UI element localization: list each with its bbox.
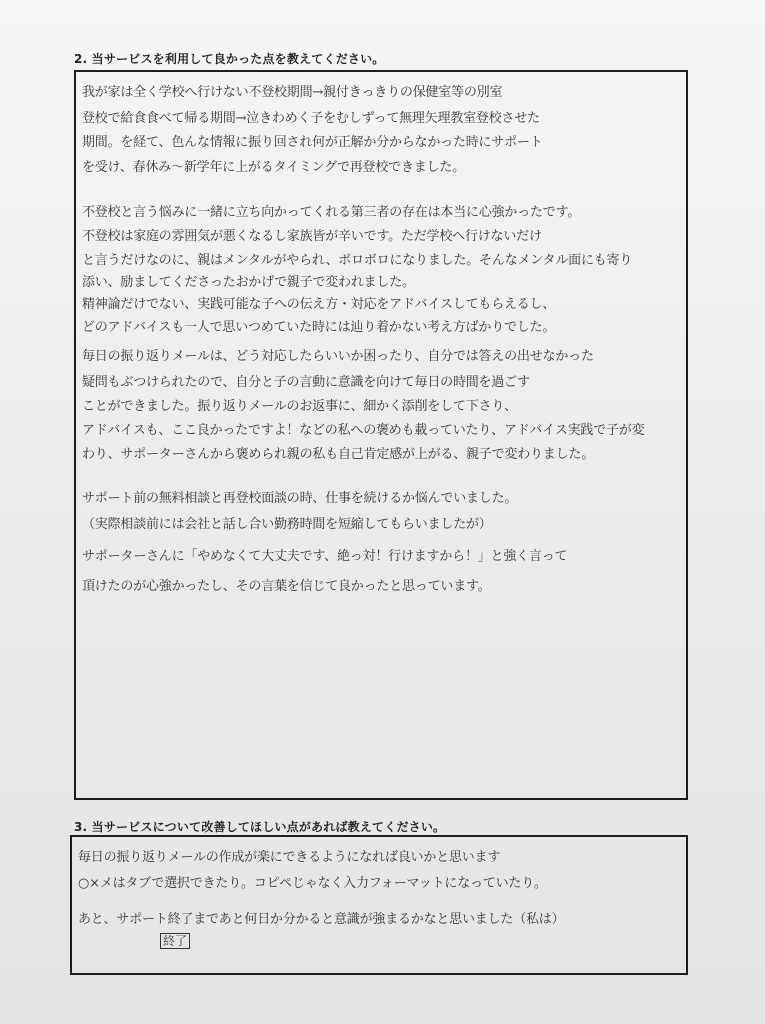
question-2-heading: 2. 当サービスを利用して良かった点を教えてください。 xyxy=(74,52,385,66)
answer-line: どのアドバイスも一人で思いつめていた時には辿り着かない考え方ばかりでした。 xyxy=(82,320,556,335)
inserted-word-stamp: 終了 xyxy=(160,933,190,949)
answer-line: 疑問もぶつけられたので、自分と子の言動に意識を向けて毎日の時間を過ごす xyxy=(82,375,530,390)
answer-line: 毎日の振り返りメールの作成が楽にできるようになれば良いかと思います xyxy=(78,850,501,865)
answer-line: あと、サポート終了まであと何日か分かると意識が強まるかなと思いました（私は） xyxy=(78,912,565,927)
answer-line: 頂けたのが心強かったし、その言葉を信じて良かったと思っています。 xyxy=(82,579,491,594)
answer-line: アドバイスも、ここ良かったですよ！などの私への褒めも載っていたり、アドバイス実践で子が変 xyxy=(82,423,645,438)
answer-line: ことができました。振り返りメールのお返事に、細かく添削をして下さり、 xyxy=(82,399,517,414)
answer-line: 添い、励ましてくださったおかげで親子で変われました。 xyxy=(82,275,415,290)
answer-line: 不登校は家庭の雰囲気が悪くなるし家族皆が辛いです。ただ学校へ行けないだけ xyxy=(82,229,542,244)
answer-line: 毎日の振り返りメールは、どう対応したらいいか困ったり、自分では答えの出せなかった xyxy=(82,349,594,364)
question-3-heading: 3. 当サービスについて改善してほしい点があれば教えてください。 xyxy=(74,820,446,834)
answer-line: を受け、春休み～新学年に上がるタイミングで再登校できました。 xyxy=(82,160,465,175)
answer-line: サポート前の無料相談と再登校面談の時、仕事を続けるか悩んでいました。 xyxy=(82,491,518,506)
answer-line: サポーターさんに「やめなくて大丈夫です、絶っ対！行けますから！」と強く言って xyxy=(82,549,568,564)
answer-line: と言うだけなのに、親はメンタルがやられ、ボロボロになりました。そんなメンタル面にも寄り xyxy=(82,253,633,268)
question-2-answer-box xyxy=(74,70,688,800)
answer-line: （実際相談前には会社と話し合い勤務時間を短縮してもらいましたが） xyxy=(82,517,492,532)
question-3-answer-box xyxy=(70,835,688,975)
answer-line: 我が家は全く学校へ行けない不登校期間→親付きっきりの保健室等の別室 xyxy=(82,85,503,100)
answer-line: 期間。を経て、色んな情報に振り回され何が正解か分からなかった時にサポート xyxy=(82,135,543,150)
answer-line: 精神論だけでない、実践可能な子への伝え方・対応をアドバイスしてもらえるし、 xyxy=(82,297,556,312)
answer-line: 登校で給食食べて帰る期間→泣きわめく子をむしずって無理矢理教室登校させた xyxy=(82,111,540,126)
answer-line: ○×メはタブで選択できたり。コピペじゃなく入力フォーマットになっていたり。 xyxy=(78,876,547,891)
answer-line: 不登校と言う悩みに一緒に立ち向かってくれる第三者の存在は本当に心強かったです。 xyxy=(82,205,581,220)
answer-line: わり、サポーターさんから褒められ親の私も自己肯定感が上がる、親子で変わりました。 xyxy=(82,447,595,462)
